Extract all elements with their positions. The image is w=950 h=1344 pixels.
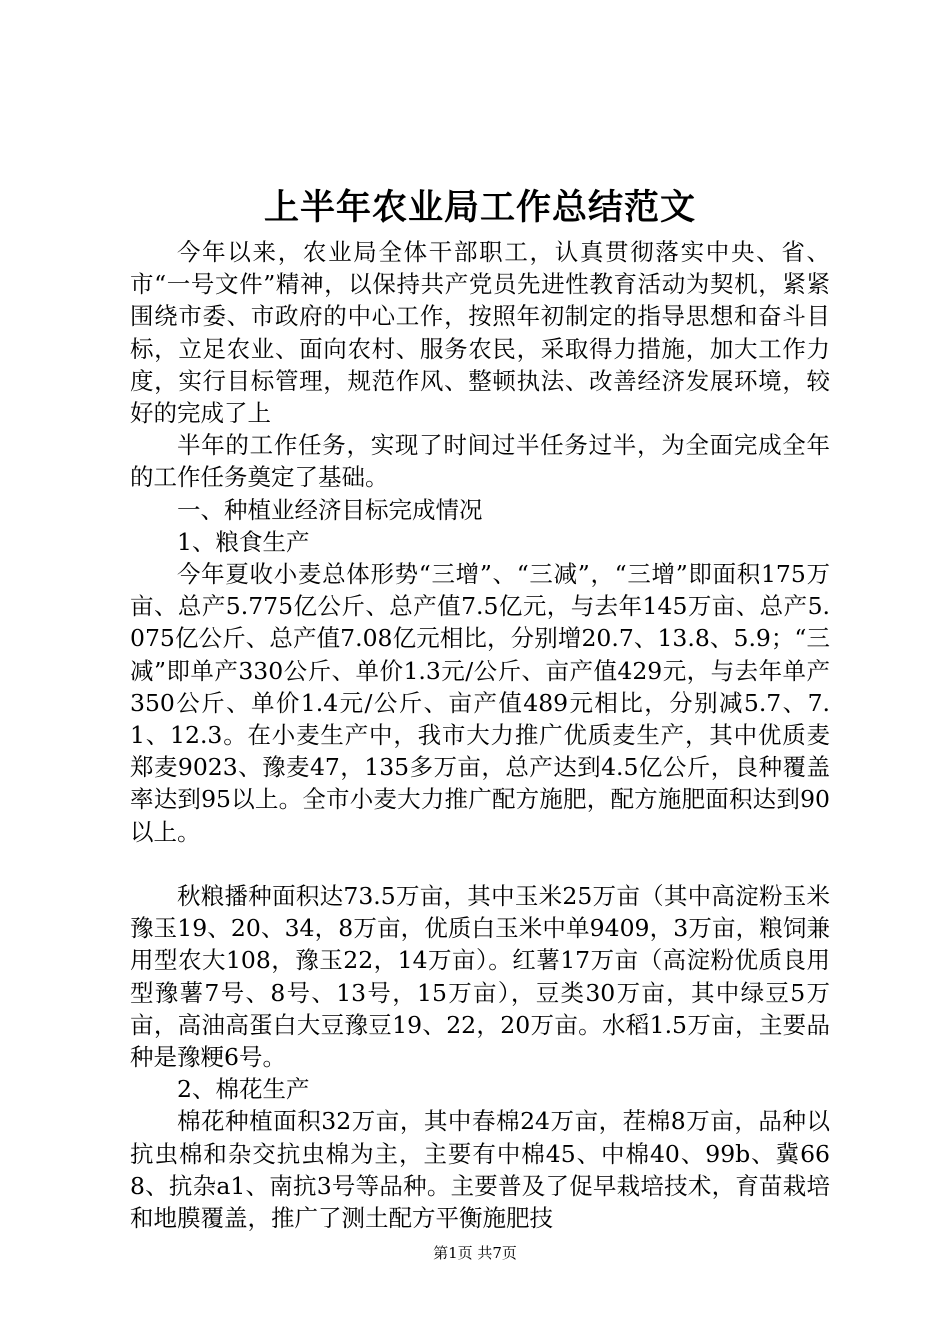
document-page [130,180,830,1234]
document-title: 上半年农业局工作总结范文 [263,187,696,228]
paragraph-cotton: 棉花种植面积32万亩，其中春棉24万亩，茬棉8万亩，品种以抗虫棉和杂交抗虫棉为主，主要有中棉45、中棉40、99b、冀668、抗杂a1、南抗3号等品种。主要普及了促早栽培技术，育苗栽培和地膜覆盖，推广了测土配方平衡施肥技 [130,1107,830,1233]
subsection-heading-cotton: 2、棉花生产 [177,1075,310,1104]
document-body [130,236,830,1234]
subsection-heading-grain: 1、粮食生产 [177,527,310,556]
page-footer: 第1页 共7页 [433,1244,517,1262]
blank-line [130,848,830,880]
paragraph-autumn-grain: 秋粮播种面积达73.5万亩，其中玉米25万亩（其中高淀粉玉米豫玉19、20、34，8万亩，优质白玉米中单9409，3万亩，粮饲兼用型农大108，豫玉22，14万亩）。红薯17万亩（高淀粉优质良用型豫薯7号、8号、13号，15万亩），豆类30万亩，其中绿豆5万亩，高油高蛋白大豆豫豆19、22，20万亩。水稻1.5万亩，主要品种是豫粳6号。 [130,882,830,1072]
paragraph-intro-continued: 半年的工作任务，实现了时间过半任务过半，为全面完成全年的工作任务奠定了基础。 [130,431,830,492]
section-heading-planting: 一、种植业经济目标完成情况 [177,495,483,524]
paragraph-intro: 今年以来，农业局全体干部职工，认真贯彻落实中央、省、市“一号文件”精神，以保持共产党员先进性教育活动为契机，紧紧围绕市委、市政府的中心工作，按照年初制定的指导思想和奋斗目标，立足农业、面向农村、服务农民，采取得力措施，加大工作力度，实行目标管理，规范作风、整顿执法、改善经济发展环境，较好的完成了上 [130,238,830,428]
paragraph-wheat: 今年夏收小麦总体形势“三增”、“三减”，“三增”即面积175万亩、总产5.775亿公斤、总产值7.5亿元，与去年145万亩、总产5.075亿公斤、总产值7.08亿元相比，分别增20.7、13.8、5.9；“三减”即单产330公斤、单价1.3元/公斤、亩产值429元，与去年单产350公斤、单价1.4元/公斤、亩产值489元相比，分别减5.7、7.1、12.3。在小麦生产中，我市大力推广优质麦生产，其中优质麦郑麦9023、豫麦47，135多万亩，总产达到4.5亿公斤，良种覆盖率达到95以上。全市小麦大力推广配方施肥，配方施肥面积达到90以上。 [130,560,830,846]
